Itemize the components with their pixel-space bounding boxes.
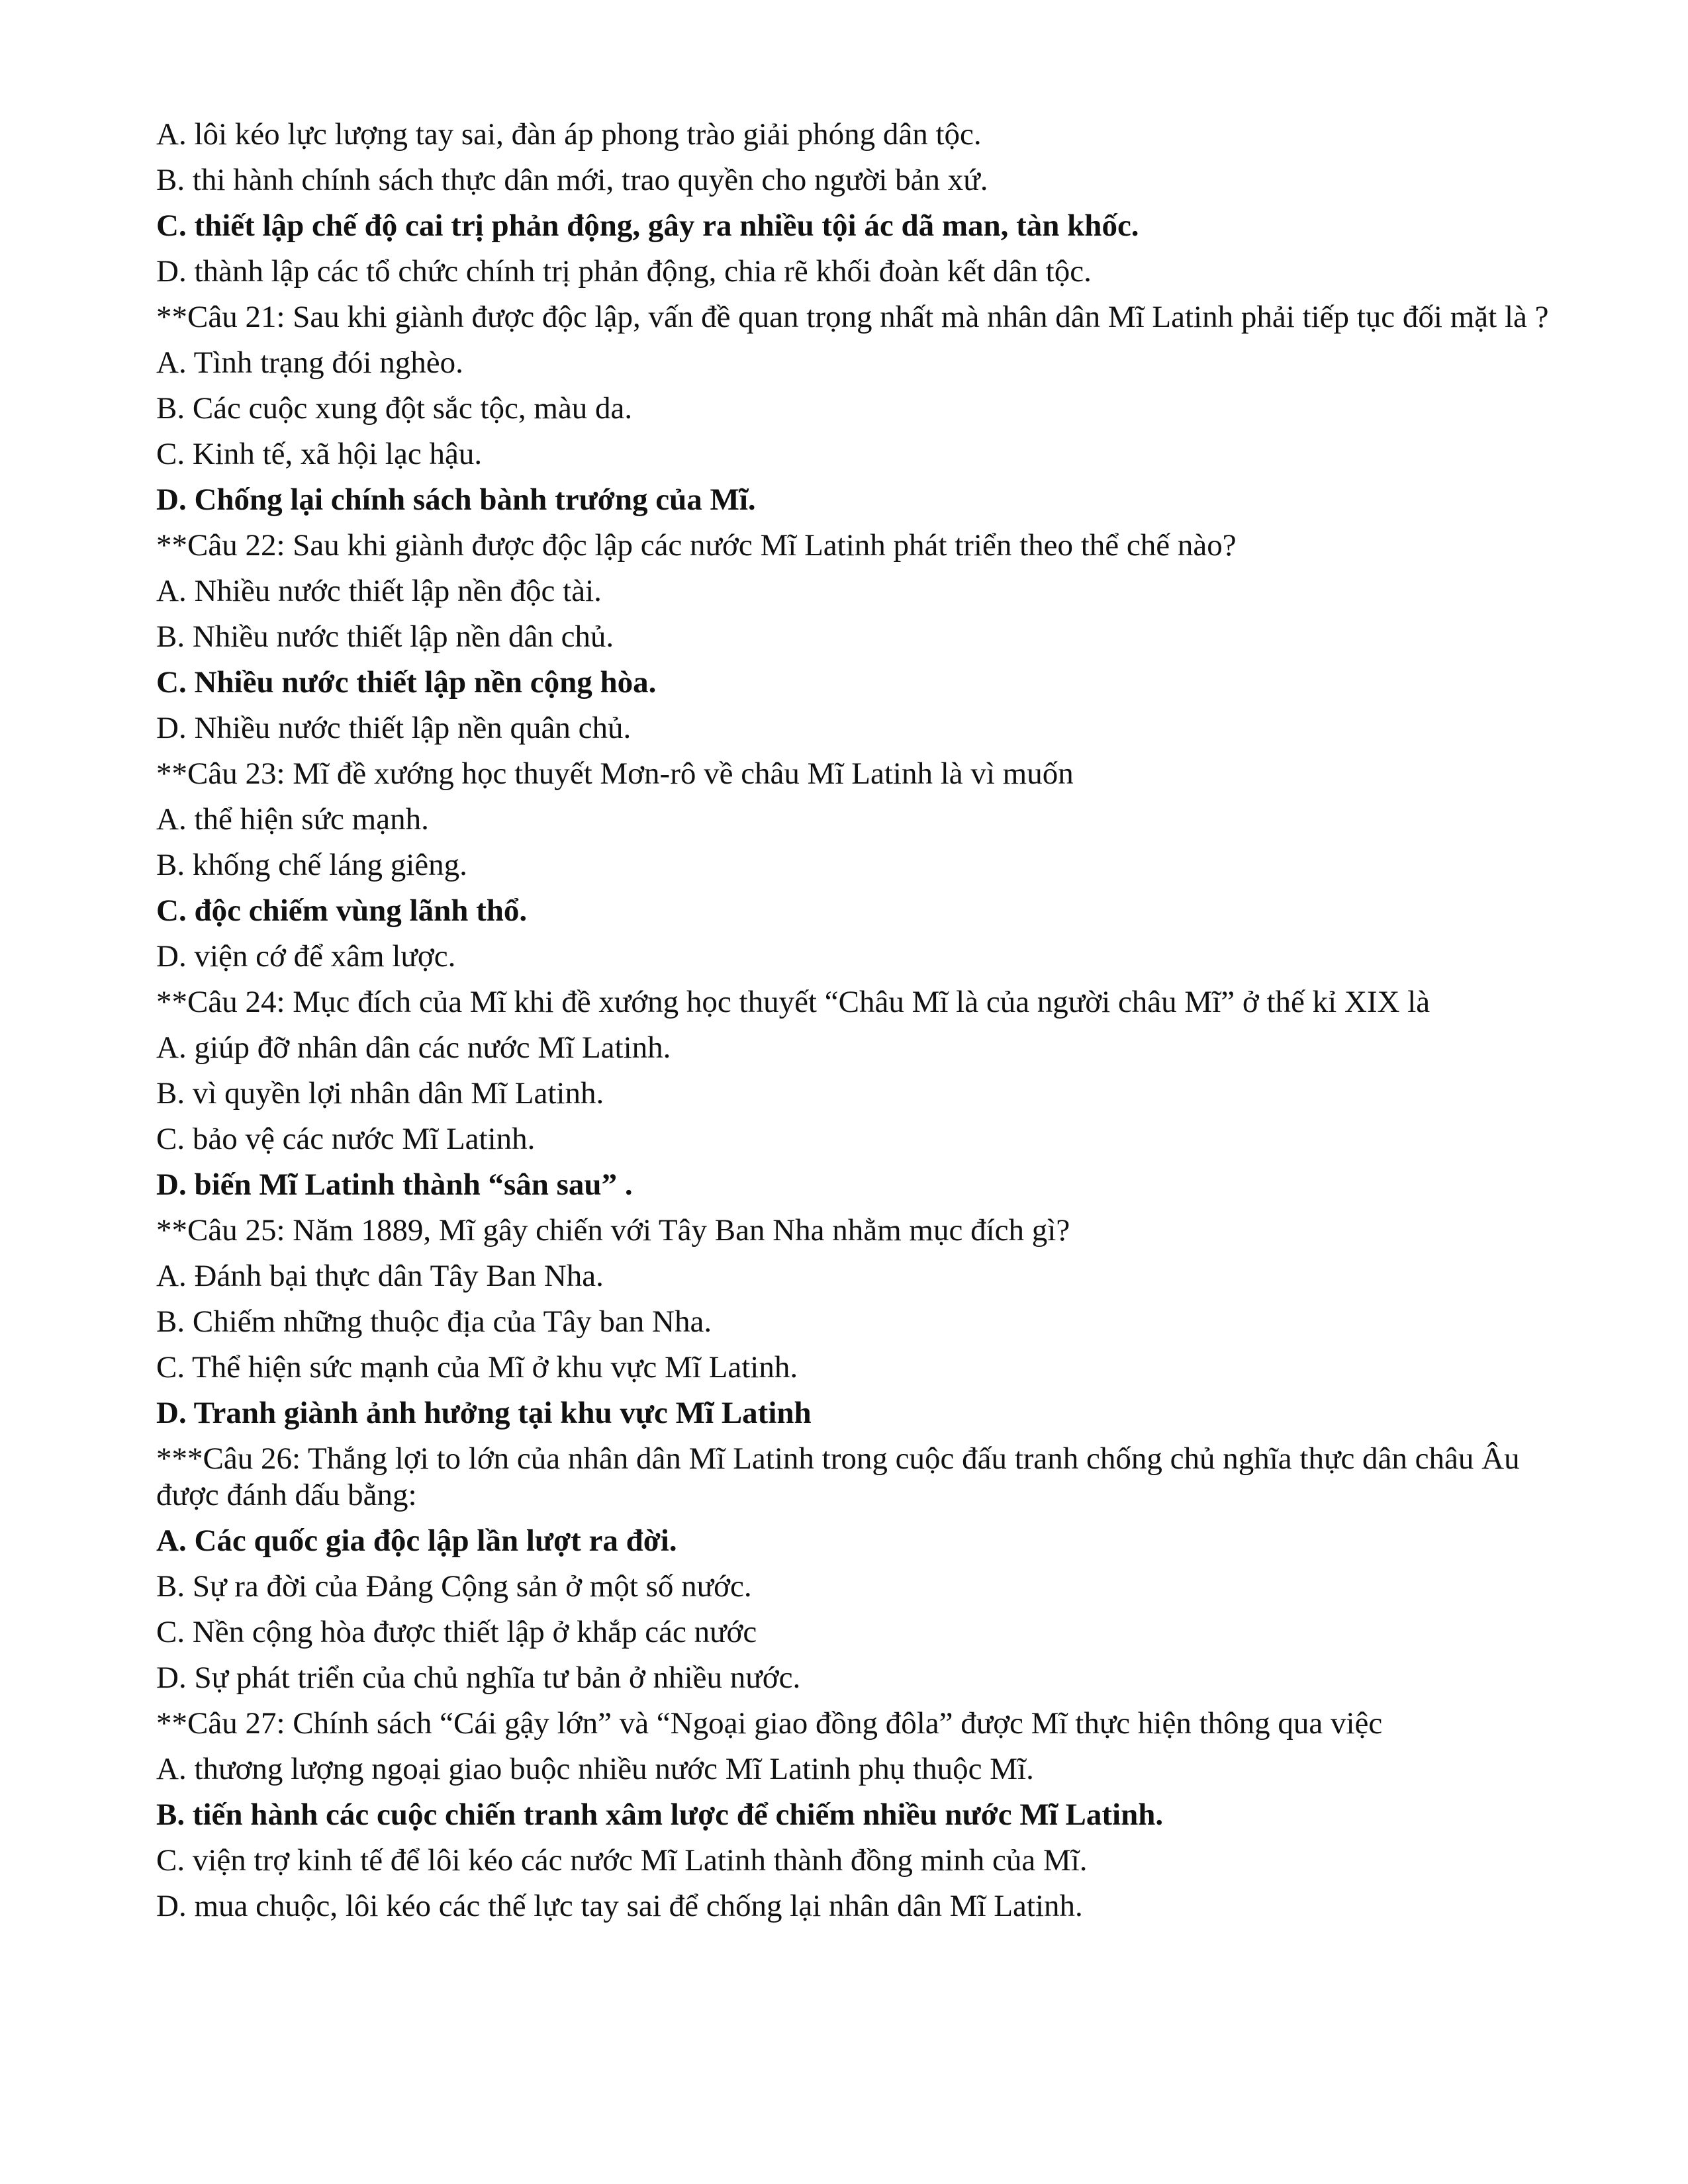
answer-option: B. thi hành chính sách thực dân mới, trao quyền cho người bản xứ. [156,163,988,197]
question-text: **Câu 21: Sau khi giành được độc lập, vấn đề quan trọng nhất mà nhân dân Mĩ Latinh phải tiếp tục đối mặt là ? [156,300,1549,334]
answer-option: A. Đánh bại thực dân Tây Ban Nha. [156,1259,604,1293]
answer-option: B. Các cuộc xung đột sắc tộc, màu da. [156,391,633,426]
answer-option-correct: C. Nhiều nước thiết lập nền cộng hòa. [156,665,657,700]
answer-option-correct: C. độc chiếm vùng lãnh thổ. [156,893,528,928]
answer-option: C. Kinh tế, xã hội lạc hậu. [156,437,483,471]
answer-option: A. giúp đỡ nhân dân các nước Mĩ Latinh. [156,1030,671,1065]
answer-option: B. Chiếm những thuộc địa của Tây ban Nha. [156,1304,712,1339]
answer-option: D. Nhiều nước thiết lập nền quân chủ. [156,711,632,745]
answer-option-correct: D. Tranh giành ảnh hưởng tại khu vực Mĩ Latinh [156,1396,812,1430]
answer-option: A. thể hiện sức mạnh. [156,802,429,837]
answer-option: A. Nhiều nước thiết lập nền độc tài. [156,574,602,608]
answer-option: C. Nền cộng hòa được thiết lập ở khắp các nước [156,1615,757,1649]
answer-option: B. Sự ra đời của Đảng Cộng sản ở một số nước. [156,1569,752,1604]
answer-option-correct: A. Các quốc gia độc lập lần lượt ra đời. [156,1524,677,1558]
question-text: **Câu 22: Sau khi giành được độc lập các nước Mĩ Latinh phát triển theo thể chế nào? [156,528,1237,563]
answer-option: B. vì quyền lợi nhân dân Mĩ Latinh. [156,1076,604,1111]
answer-option: C. bảo vệ các nước Mĩ Latinh. [156,1122,536,1156]
answer-option: D. Sự phát triển của chủ nghĩa tư bản ở nhiều nước. [156,1661,801,1695]
answer-option: C. Thể hiện sức mạnh của Mĩ ở khu vực Mĩ Latinh. [156,1350,798,1385]
answer-option: D. thành lập các tổ chức chính trị phản động, chia rẽ khối đoàn kết dân tộc. [156,254,1092,289]
question-text: ***Câu 26: Thắng lợi to lớn của nhân dân Mĩ Latinh trong cuộc đấu tranh chống chủ nghĩa thực dân châu Âu được đánh dấu bằng: [156,1441,1520,1512]
answer-option: A. Tình trạng đói nghèo. [156,345,463,380]
answer-option: B. Nhiều nước thiết lập nền dân chủ. [156,619,614,654]
answer-option: C. viện trợ kinh tế để lôi kéo các nước Mĩ Latinh thành đồng minh của Mĩ. [156,1843,1088,1878]
answer-option-correct: C. thiết lập chế độ cai trị phản động, gây ra nhiều tội ác dã man, tàn khốc. [156,208,1139,243]
question-text: **Câu 25: Năm 1889, Mĩ gây chiến với Tây Ban Nha nhằm mục đích gì? [156,1213,1070,1248]
answer-option-correct: B. tiến hành các cuộc chiến tranh xâm lược để chiếm nhiều nước Mĩ Latinh. [156,1797,1164,1832]
answer-option-correct: D. biến Mĩ Latinh thành “sân sau” . [156,1167,633,1202]
question-text: **Câu 23: Mĩ đề xướng học thuyết Mơn-rô về châu Mĩ Latinh là vì muốn [156,756,1074,791]
document-body [156,116,1553,1934]
answer-option: D. viện cớ để xâm lược. [156,939,456,974]
answer-option: A. lôi kéo lực lượng tay sai, đàn áp phong trào giải phóng dân tộc. [156,117,982,152]
answer-option-correct: D. Chống lại chính sách bành trướng của Mĩ. [156,482,756,517]
answer-option: A. thương lượng ngoại giao buộc nhiều nước Mĩ Latinh phụ thuộc Mĩ. [156,1752,1034,1786]
question-text: **Câu 27: Chính sách “Cái gậy lớn” và “Ngoại giao đồng đôla” được Mĩ thực hiện thông qua việc [156,1706,1383,1741]
answer-option: D. mua chuộc, lôi kéo các thế lực tay sai để chống lại nhân dân Mĩ Latinh. [156,1889,1083,1923]
answer-option: B. khống chế láng giêng. [156,848,467,882]
question-text: **Câu 24: Mục đích của Mĩ khi đề xướng học thuyết “Châu Mĩ là của người châu Mĩ” ở thế kỉ XIX là [156,985,1430,1019]
